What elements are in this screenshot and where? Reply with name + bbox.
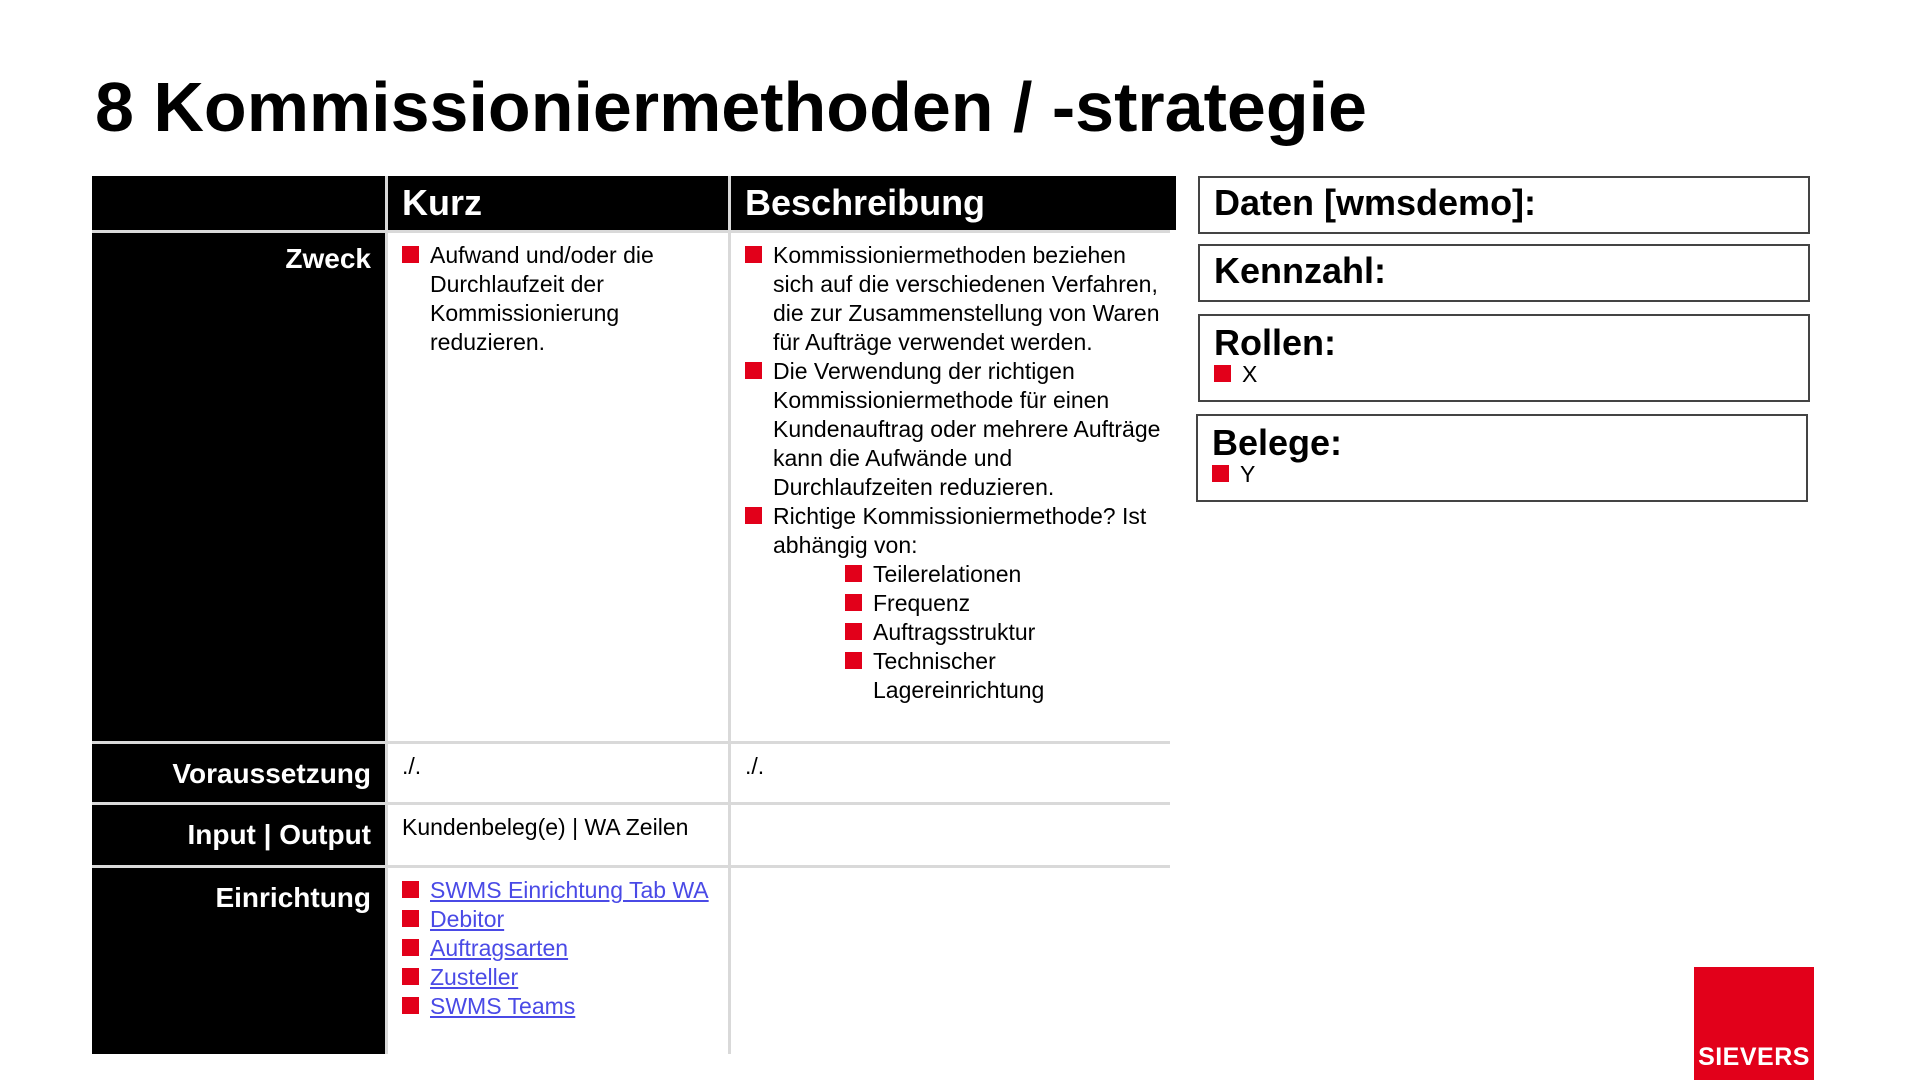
- sub-list-item: Teilerelationen: [845, 560, 1162, 589]
- list-item: X: [1214, 360, 1794, 388]
- row-label-input-output: Input | Output: [92, 805, 385, 865]
- page-title: 8 Kommissioniermethoden / -strategie: [95, 68, 1367, 146]
- info-table: [92, 176, 1170, 1054]
- input-output-beschreibung: [731, 805, 1176, 865]
- sub-list-item: Auftragsstruktur: [845, 618, 1162, 647]
- link-zusteller[interactable]: Zusteller: [430, 964, 519, 990]
- zweck-beschreibung: [731, 233, 1176, 741]
- voraussetzung-beschreibung: ./.: [731, 744, 1176, 802]
- list-item: [745, 502, 1162, 705]
- belege-title: Belege:: [1212, 422, 1343, 463]
- link-debitor[interactable]: Debitor: [430, 906, 505, 932]
- list-item: Kommissioniermethoden beziehen sich auf die verschiedenen Verfahren, die zur Zusammenstellung von Waren für Aufträge verwendet werden.: [745, 241, 1162, 357]
- rollen-box: [1198, 314, 1810, 402]
- list-item: [402, 992, 714, 1021]
- daten-box: [1198, 176, 1810, 234]
- list-item: [402, 905, 714, 934]
- sub-list-item: Technischer Lagereinrichtung: [845, 647, 1162, 705]
- row-label-zweck: Zweck: [92, 233, 385, 741]
- list-item: Aufwand und/oder die Durchlaufzeit der Kommissionierung reduzieren.: [402, 241, 714, 357]
- list-item: Y: [1212, 460, 1792, 488]
- list-item-text: Richtige Kommissioniermethode? Ist abhängig von:: [773, 503, 1147, 558]
- logo-text: SIEVERS: [1698, 1043, 1810, 1071]
- daten-title: Daten [wmsdemo]:: [1214, 182, 1537, 223]
- row-label-einrichtung: Einrichtung: [92, 868, 385, 1054]
- belege-box: [1196, 414, 1808, 502]
- link-swms-teams[interactable]: SWMS Teams: [430, 993, 576, 1019]
- zweck-kurz: [388, 233, 728, 741]
- header-kurz: Kurz: [388, 176, 728, 230]
- rollen-title: Rollen:: [1214, 322, 1336, 363]
- header-beschreibung: Beschreibung: [731, 176, 1176, 230]
- list-item: [402, 876, 714, 905]
- list-item: [402, 934, 714, 963]
- row-label-voraussetzung: Voraussetzung: [92, 744, 385, 802]
- list-item: [402, 963, 714, 992]
- voraussetzung-kurz: ./.: [388, 744, 728, 802]
- link-auftragsarten[interactable]: Auftragsarten: [430, 935, 569, 961]
- kennzahl-title: Kennzahl:: [1214, 250, 1387, 291]
- einrichtung-beschreibung: [731, 868, 1176, 1054]
- link-swms-einrichtung-tab-wa[interactable]: SWMS Einrichtung Tab WA: [430, 877, 709, 903]
- sub-list: [845, 560, 1162, 705]
- header-empty: [92, 176, 385, 230]
- kennzahl-box: [1198, 244, 1810, 302]
- input-output-kurz: Kundenbeleg(e) | WA Zeilen: [388, 805, 728, 865]
- sub-list-item: Frequenz: [845, 589, 1162, 618]
- list-item: Die Verwendung der richtigen Kommissioniermethode für einen Kundenauftrag oder mehrere Aufträge kann die Aufwände und Durchlaufzeiten reduzieren.: [745, 357, 1162, 502]
- einrichtung-kurz: [388, 868, 728, 1054]
- sievers-logo: [1694, 967, 1814, 1080]
